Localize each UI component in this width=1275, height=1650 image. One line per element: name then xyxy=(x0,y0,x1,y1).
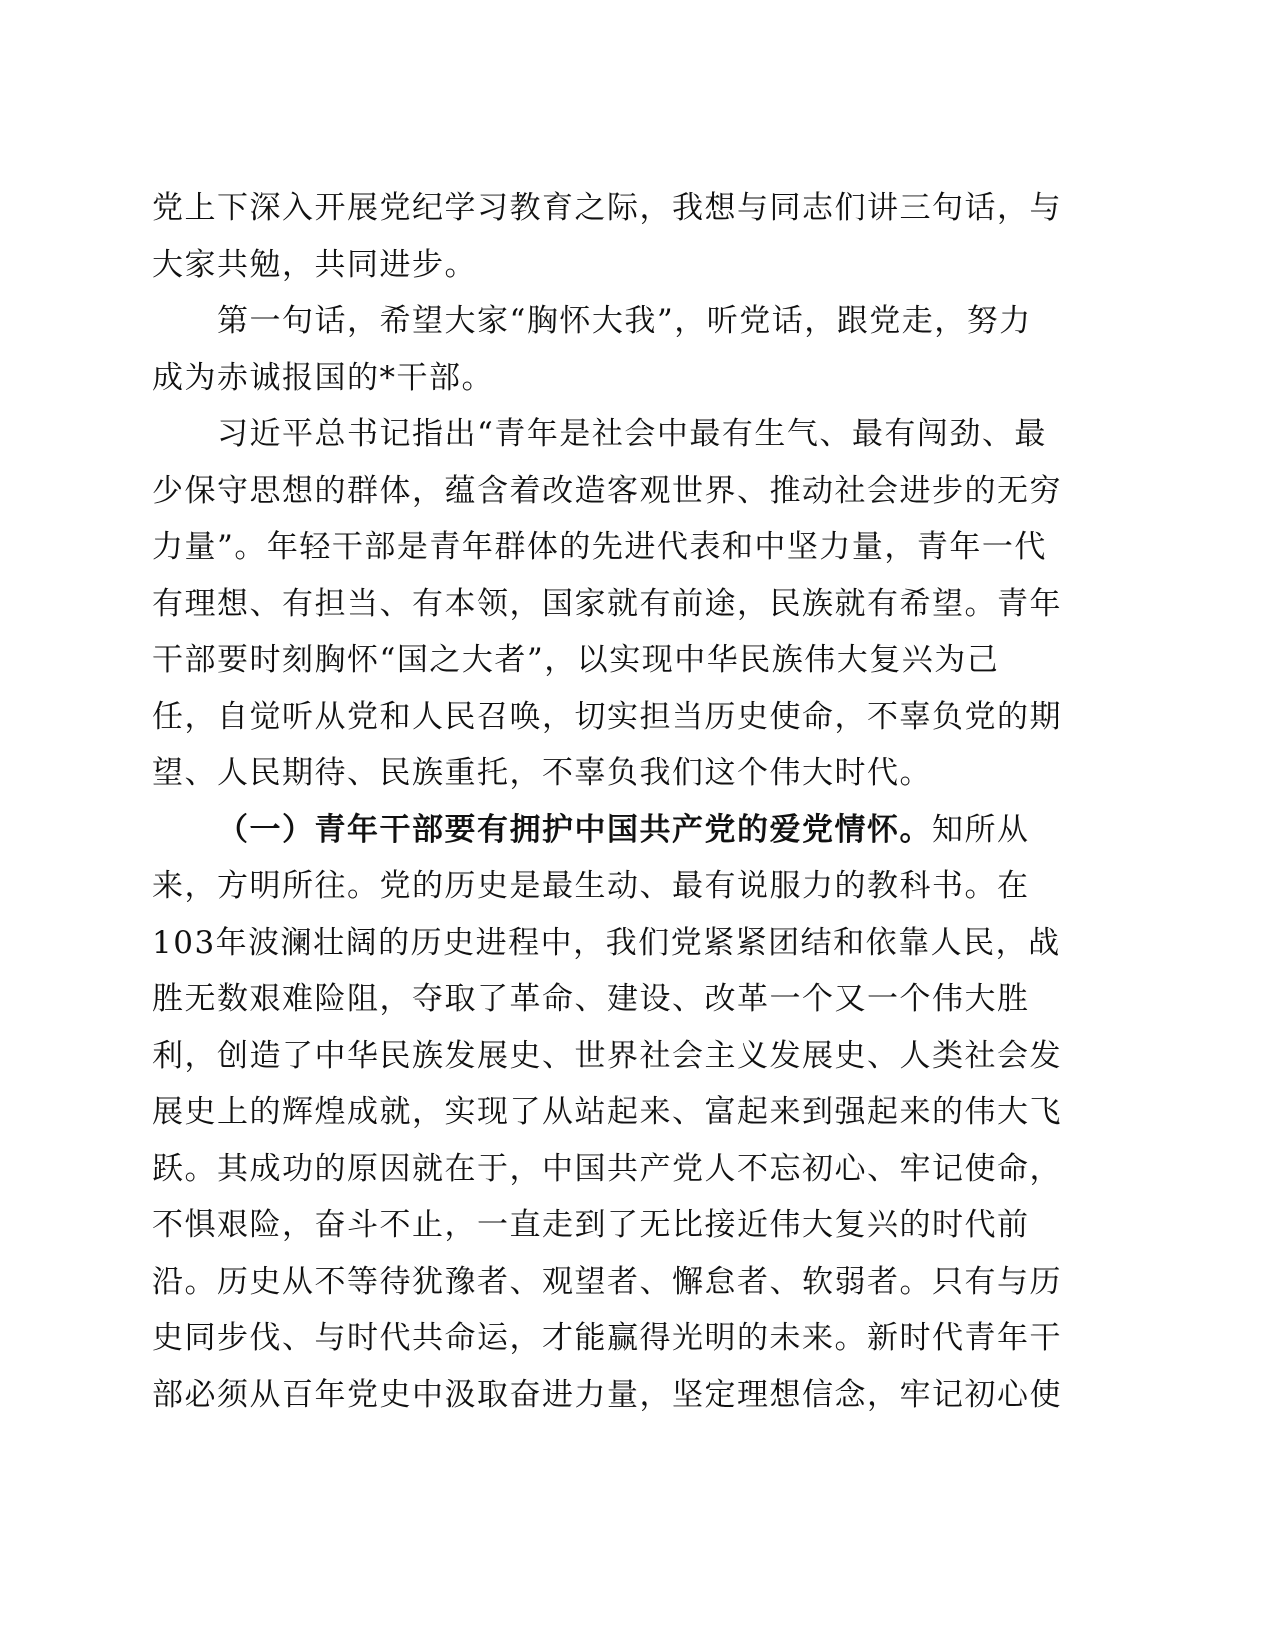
text-line: 力量”。年轻干部是青年群体的先进代表和中坚力量，青年一代 xyxy=(152,529,1047,565)
text-line: 望、人民期待、民族重托，不辜负我们这个伟大时代。 xyxy=(152,755,932,791)
text-line: 任，自觉听从党和人民召唤，切实担当历史使命，不辜负党的期 xyxy=(152,698,1062,735)
text-line: 103年波澜壮阔的历史进程中，我们党紧紧团结和依靠人民，战 xyxy=(152,924,1061,961)
text-line: 习近平总书记指出“青年是社会中最有生气、最有闯劲、最 xyxy=(217,416,1047,452)
document-body-text xyxy=(152,180,1092,1423)
text-line: 沿。历史从不等待犹豫者、观望者、懈怠者、软弱者。只有与历 xyxy=(152,1263,1062,1300)
text-line: 党上下深入开展党纪学习教育之际，我想与同志们讲三句话，与 xyxy=(152,190,1062,226)
text-line: 胜无数艰难险阻，夺取了革命、建设、改革一个又一个伟大胜 xyxy=(152,981,1030,1017)
text-line: 不惧艰险，奋斗不止，一直走到了无比接近伟大复兴的时代前 xyxy=(152,1207,1030,1243)
text-line: 展史上的辉煌成就，实现了从站起来、富起来到强起来的伟大飞 xyxy=(152,1094,1062,1130)
text-line: 成为赤诚报国的*干部。 xyxy=(152,359,494,396)
text-line: 第一句话，希望大家“胸怀大我”，听党话，跟党走，努力 xyxy=(217,303,1032,339)
text-line: 来，方明所往。党的历史是最生动、最有说服力的教科书。在 xyxy=(152,868,1030,904)
section-heading: （一）青年干部要有拥护中国共产党的爱党情怀。 xyxy=(217,811,932,848)
text-line: 大家共勉，共同进步。 xyxy=(152,246,477,283)
text-line: 有理想、有担当、有本领，国家就有前途，民族就有希望。青年 xyxy=(152,585,1062,622)
section-heading-line xyxy=(152,802,1092,859)
text-line: 史同步伐、与时代共命运，才能赢得光明的未来。新时代青年干 xyxy=(152,1320,1062,1356)
text-line: 利，创造了中华民族发展史、世界社会主义发展史、人类社会发 xyxy=(152,1037,1062,1074)
text-line: 部必须从百年党史中汲取奋进力量，坚定理想信念，牢记初心使 xyxy=(152,1376,1062,1413)
text-line: 少保守思想的群体，蕴含着改造客观世界、推动社会进步的无穷 xyxy=(152,472,1062,509)
text-fragment: 知所从 xyxy=(932,811,1030,848)
text-line: 跃。其成功的原因就在于，中国共产党人不忘初心、牢记使命， xyxy=(152,1150,1062,1187)
text-line: 干部要时刻胸怀“国之大者”，以实现中华民族伟大复兴为己 xyxy=(152,642,1000,678)
